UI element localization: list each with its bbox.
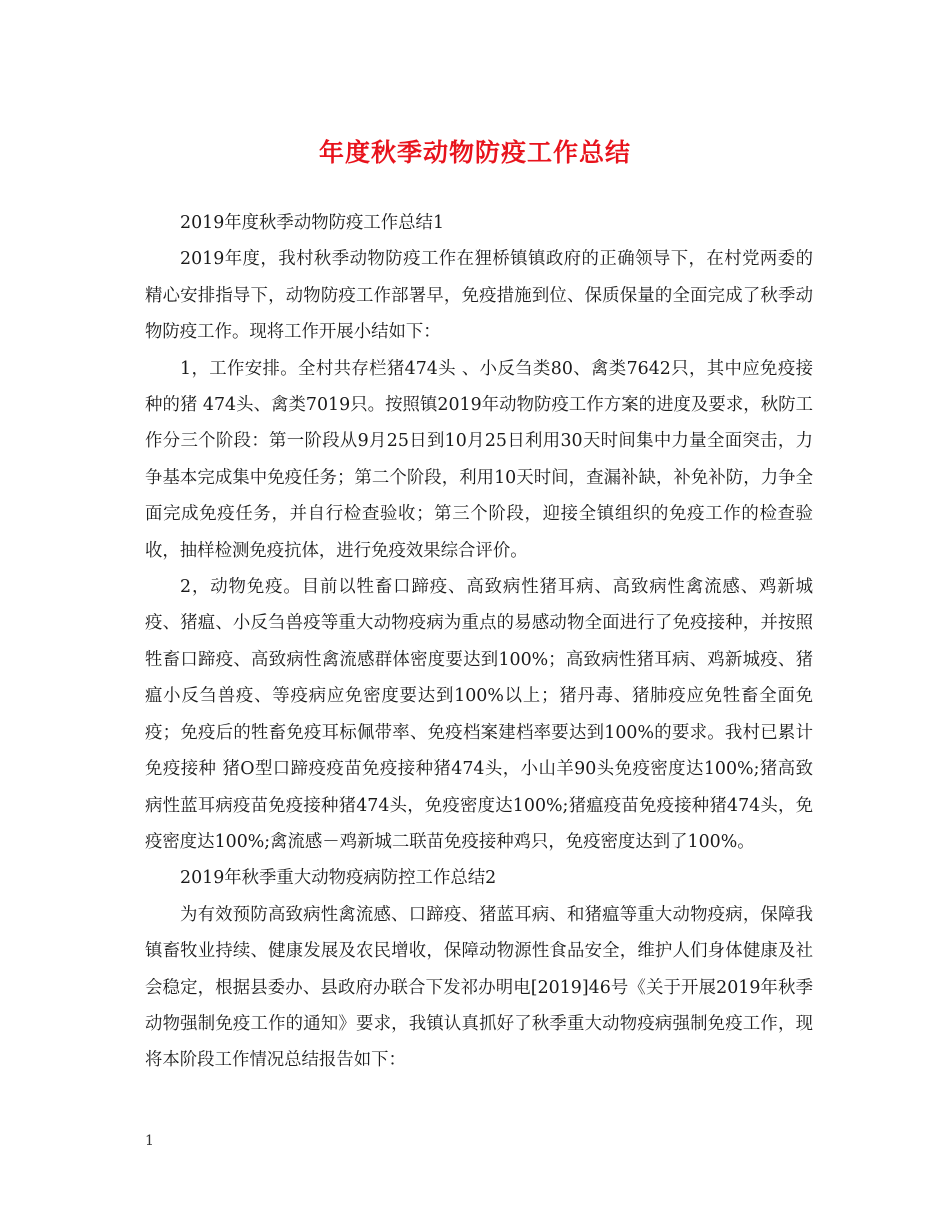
paragraph-work-arrangement: 1，工作安排。全村共存栏猪474头 、小反刍类80、禽类7642只，其中应免疫接种的猪 474头、禽类7019只。按照镇2019年动物防疫工作方案的进度及要求，秋防工作分三个阶段：第一阶段从9月25日到10月25日利用30天时间集中力量全面突击，力争基本完成集中免疫任务；第二个阶段，利用10天时间，查漏补缺，补免补防，力争全面完成免疫任务，并自行检查验收；第三个阶段，迎接全镇组织的免疫工作的检查验收，抽样检测免疫抗体，进行免疫效果综合评价。 [145, 358, 813, 561]
paragraph-intro: 2019年度，我村秋季动物防疫工作在狸桥镇镇政府的正确领导下，在村党两委的精心安排指导下，动物防疫工作部署早，免疫措施到位、保质保量的全面完成了秋季动物防疫工作。现将工作开展小结如下： [145, 249, 813, 343]
page-number: 1 [145, 1133, 154, 1149]
section-heading-2: 2019年秋季重大动物疫病防控工作总结2 [180, 868, 497, 889]
paragraph-prevention: 为有效预防高致病性禽流感、口蹄疫、猪蓝耳病、和猪瘟等重大动物疫病，保障我镇畜牧业持续、健康发展及农民增收，保障动物源性食品安全，维护人们身体健康及社会稳定，根据县委办、县政府办联合下发祁办明电[2019]46号《关于开展2019年秋季动物强制免疫工作的通知》要求，我镇认真抓好了秋季重大动物疫病强制免疫工作，现将本阶段工作情况总结报告如下： [145, 904, 813, 1071]
document-body [145, 205, 813, 1079]
paragraph-animal-immunization: 2，动物免疫。目前以牲畜口蹄疫、高致病性猪耳病、高致病性禽流感、鸡新城疫、猪瘟、小反刍兽疫等重大动物疫病为重点的易感动物全面进行了免疫接种，并按照牲畜口蹄疫、高致病性禽流感群体密度要达到100%；高致病性猪耳病、鸡新城疫、猪瘟小反刍兽疫、等疫病应免密度要达到100%以上；猪丹毒、猪肺疫应免牲畜全面免疫；免疫后的牲畜免疫耳标佩带率、免疫档案建档率要达到100%的要求。我村已累计免疫接种 猪O型口蹄疫疫苗免疫接种猪474头，小山羊90头免疫密度达100%;猪高致病性蓝耳病疫苗免疫接种猪474头，免疫密度达100%;猪瘟疫苗免疫接种猪474头，免疫密度达100%;禽流感－鸡新城二联苗免疫接种鸡只，免疫密度达到了100%。 [145, 577, 813, 852]
section-heading-1: 2019年度秋季动物防疫工作总结1 [180, 213, 445, 233]
document-title: 年度秋季动物防疫工作总结 [318, 138, 631, 167]
